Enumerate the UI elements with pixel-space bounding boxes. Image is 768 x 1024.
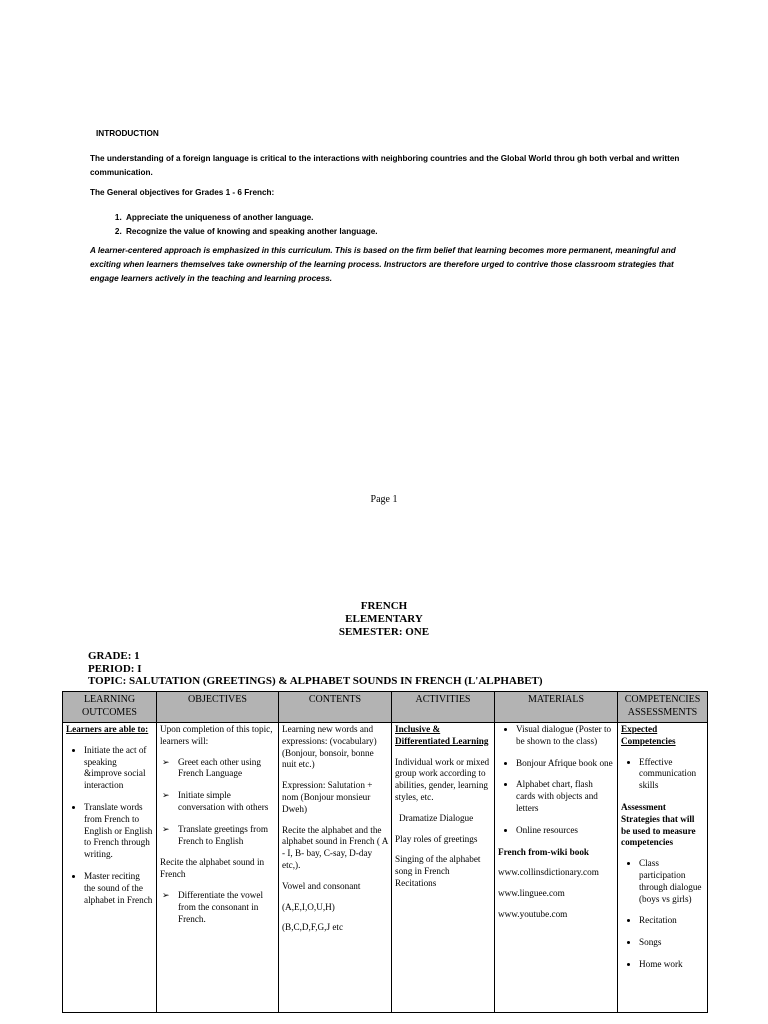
topic-label: TOPIC: SALUTATION (GREETINGS) & ALPHABET SOUNDS IN FRENCH (L'ALPHABET) — [88, 675, 543, 687]
activity-item: Singing of the alphabet song in French Recitations — [395, 854, 481, 888]
contents-cell — [279, 723, 392, 1013]
activity-item: Dramatize Dialogue — [399, 812, 474, 823]
grade-label: GRADE: 1 — [88, 650, 140, 662]
material-item: • Bonjour Afrique book one — [516, 758, 614, 770]
level-title: ELEMENTARY — [345, 613, 423, 625]
assessment-item: • Songs — [639, 937, 704, 949]
outcomes-list — [66, 745, 153, 907]
header-materials: MATERIALS — [495, 692, 618, 723]
material-link: www.youtube.com — [498, 908, 568, 919]
assessment-heading: Assessment Strategies that will be used to measure competencies — [621, 801, 696, 848]
outcomes-intro: Learners are able to: — [66, 724, 149, 734]
assessment-list — [621, 858, 704, 971]
general-objectives-list — [90, 211, 378, 239]
header-competencies: COMPETENCIES ASSESSMENTS — [618, 692, 708, 723]
competencies-heading: Expected Competencies — [621, 724, 676, 746]
material-book: French from-wiki book — [498, 846, 590, 857]
semester-title: SEMESTER: ONE — [338, 626, 430, 638]
approach-paragraph: A learner-centered approach is emphasized in this curriculum. This is based on the firm belief that learning becomes more permanent, meaningful and exciting when learners themselves take ownership of the learning process. Instructors are therefore urged to contrive those classroom strategies that engage learners actively in the teaching and learning process. — [90, 246, 676, 283]
general-objective-item: 1. Appreciate the uniqueness of another language. — [124, 211, 378, 225]
table-row — [63, 723, 708, 1013]
materials-list — [498, 724, 614, 837]
content-consonants: (B,C,D,F,G,J etc — [282, 922, 344, 933]
material-item: • Online resources — [516, 825, 614, 837]
objective-plain: Recite the alphabet sound in French — [160, 857, 265, 880]
material-item: • Visual dialogue (Poster to be shown to the class) — [516, 724, 614, 748]
subject-title: FRENCH — [360, 600, 408, 612]
introduction-heading: INTRODUCTION — [96, 129, 159, 138]
material-link: www.linguee.com — [498, 888, 565, 899]
material-item: • Alphabet chart, flash cards with objects and letters — [516, 779, 614, 814]
general-objective-item: 2. Recognize the value of knowing and speaking another language. — [124, 225, 378, 239]
objective-item: ➢ Differentiate the vowel from the consonant in French. — [178, 890, 275, 925]
objectives-list — [160, 757, 275, 848]
objective-item: ➢ Translate greetings from French to English — [178, 824, 275, 848]
document-header — [0, 600, 768, 639]
competencies-cell — [618, 723, 708, 1013]
grade-info — [88, 650, 543, 688]
header-contents: CONTENTS — [279, 692, 392, 723]
outcome-item: • Translate words from French to English or English to French through writing. — [84, 802, 153, 861]
header-learning-outcomes: LEARNING OUTCOMES — [63, 692, 157, 723]
period-label: PERIOD: I — [88, 662, 142, 675]
content-vocabulary: Learning new words and expressions: (vocabulary) (Bonjour, bonsoir, bonne nuit etc.) — [282, 724, 377, 770]
materials-cell — [495, 723, 618, 1013]
activities-cell — [392, 723, 495, 1013]
activities-heading: Inclusive & Differentiated Learning — [395, 724, 489, 746]
general-objectives-heading: The General objectives for Grades 1 - 6 French: — [90, 188, 275, 197]
activity-item: Individual work or mixed group work according to abilities, gender, learning styles, etc. — [395, 756, 490, 802]
header-objectives: OBJECTIVES — [157, 692, 279, 723]
content-vowels: (A,E,I,O,U,H) — [282, 901, 335, 912]
assessment-item: • Class participation through dialogue (boys vs girls) — [639, 858, 704, 905]
page-number: Page 1 — [370, 494, 398, 505]
table-header-row — [63, 692, 708, 723]
objectives-intro: Upon completion of this topic, learners will: — [160, 724, 273, 746]
introduction-paragraph: The understanding of a foreign language is critical to the interactions with neighboring countries and the Global World throu gh both verbal and written communication. — [90, 154, 680, 177]
content-alphabet: Recite the alphabet and the alphabet sound in French ( A - I, B- bay, C-say, D-day etc,). — [282, 824, 388, 870]
competency-item: • Effective communication skills — [639, 757, 704, 792]
objective-item: ➢ Initiate simple conversation with others — [178, 790, 275, 814]
header-activities: ACTIVITIES — [392, 692, 495, 723]
content-vowel-consonant: Vowel and consonant — [282, 880, 361, 891]
assessment-item: • Recitation — [639, 915, 704, 927]
outcome-item: • Initiate the act of speaking &improve social interaction — [84, 745, 153, 792]
content-expression: Expression: Salutation + nom (Bonjour monsieur Dweh) — [282, 780, 373, 814]
objective-item: ➢ Greet each other using French Language — [178, 757, 275, 781]
learning-outcomes-cell — [63, 723, 157, 1013]
competencies-list — [621, 757, 704, 792]
material-link: www.collinsdictionary.com — [498, 867, 599, 878]
objectives-list-secondary — [160, 890, 275, 925]
curriculum-table — [62, 691, 708, 1013]
assessment-item: • Home work — [639, 959, 704, 971]
outcome-item: • Master reciting the sound of the alphabet in French — [84, 871, 153, 906]
objectives-cell — [157, 723, 279, 1013]
activity-item: Play roles of greetings — [395, 833, 478, 844]
